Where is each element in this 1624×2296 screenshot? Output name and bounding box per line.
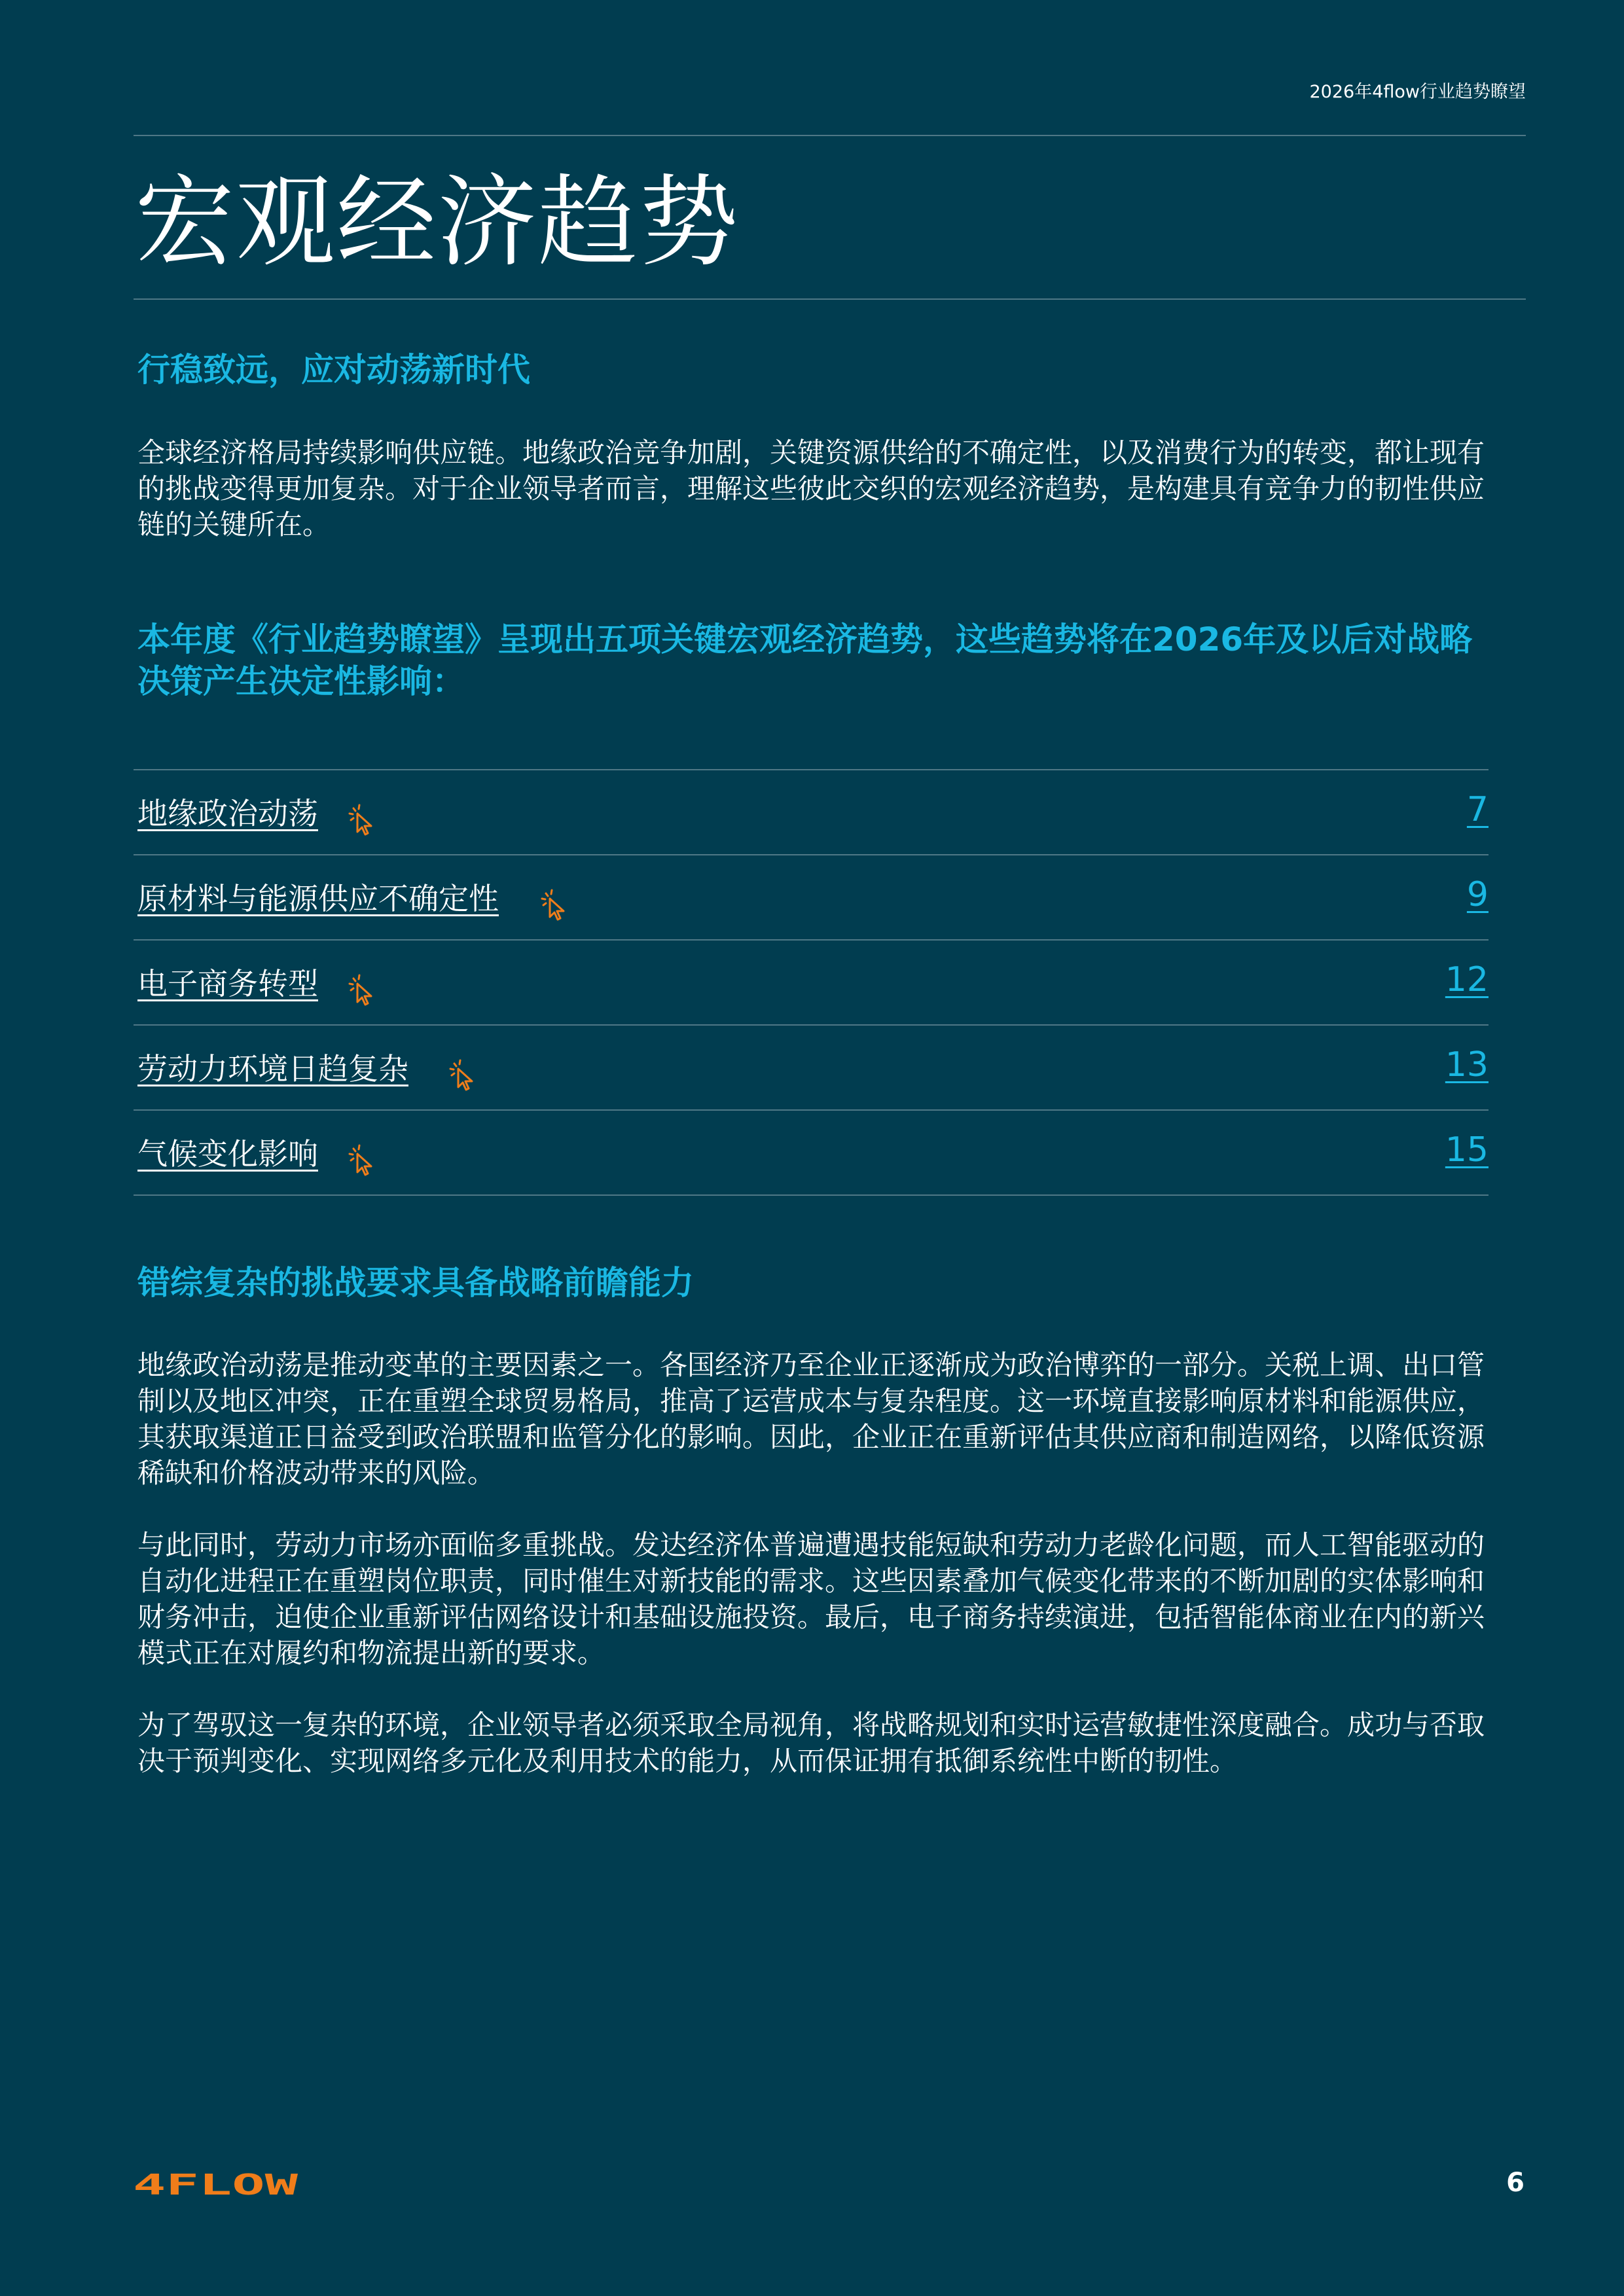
page-number: 6 xyxy=(1506,2168,1525,2198)
top-divider xyxy=(134,135,1526,136)
page-title: 宏观经济趋势 xyxy=(135,164,740,280)
trend-link-geopolitics[interactable]: 地缘政治动荡 xyxy=(137,796,318,831)
4flow-logo xyxy=(133,2171,299,2197)
trend-list xyxy=(134,769,1489,1196)
trend-link-ecommerce[interactable]: 电子商务转型 xyxy=(137,966,318,1001)
logo-text: 4FLOW xyxy=(133,2171,298,2197)
trend-page-link-geopolitics[interactable]: 7 xyxy=(1466,790,1489,829)
section2-paragraph: 地缘政治动荡是推动变革的主要因素之一。各国经济乃至企业正逐渐成为政治博弈的一部分。关税上调、出口管制以及地区冲突，正在重塑全球贸易格局，推高了运营成本与复杂程度。这一环境直接影响原材料和能源供应，其获取渠道正日益受到政治联盟和监管分化的影响。因此，企业正在重新评估其供应商和制造网络，以降低资源稀缺和价格波动带来的风险。 xyxy=(137,1349,1485,1489)
trend-link-labor[interactable]: 劳动力环境日趋复杂 xyxy=(137,1051,408,1086)
trend-row-geopolitics[interactable] xyxy=(134,769,1489,854)
trend-page-link-labor[interactable]: 13 xyxy=(1445,1045,1489,1085)
intro-paragraph: 全球经济格局持续影响供应链。地缘政治竞争加剧，关键资源供给的不确定性，以及消费行为的转变，都让现有的挑战变得更加复杂。对于企业领导者而言，理解这些彼此交织的宏观经济趋势，是构建具有竞争力的韧性供应链的关键所在。 xyxy=(137,437,1485,541)
title-divider xyxy=(134,298,1526,300)
trend-link-climate[interactable]: 气候变化影响 xyxy=(137,1136,318,1172)
section2-paragraph: 与此同时，劳动力市场亦面临多重挑战。发达经济体普遍遭遇技能短缺和劳动力老龄化问题，而人工智能驱动的自动化进程正在重塑岗位职责，同时催生对新技能的需求。这些因素叠加气候变化带来的不断加剧的实体影响和财务冲击，迫使企业重新评估网络设计和基础设施投资。最后，电子商务持续演进，包括智能体商业在内的新兴模式正在对履约和物流提出新的要求。 xyxy=(137,1529,1485,1669)
trend-page-link-raw-materials[interactable]: 9 xyxy=(1466,875,1489,914)
trends-heading: 本年度《行业趋势瞭望》呈现出五项关键宏观经济趋势，这些趋势将在2026年及以后对战略决策产生决定性影响： xyxy=(137,620,1473,700)
trend-page-link-ecommerce[interactable]: 12 xyxy=(1445,960,1489,999)
intro-heading: 行稳致远，应对动荡新时代 xyxy=(137,351,530,389)
trend-link-raw-materials[interactable]: 原材料与能源供应不确定性 xyxy=(137,881,499,916)
cursor-click-icon xyxy=(347,973,378,1007)
cursor-click-icon xyxy=(448,1058,479,1092)
section2-paragraph: 为了驾驭这一复杂的环境，企业领导者必须采取全局视角，将战略规划和实时运营敏捷性深度融合。成功与否取决于预判变化、实现网络多元化及利用技术的能力，从而保证拥有抵御系统性中断的韧性。 xyxy=(137,1709,1485,1777)
section2-heading: 错综复杂的挑战要求具备战略前瞻能力 xyxy=(137,1264,694,1302)
cursor-click-icon xyxy=(347,1143,378,1177)
trend-row-ecommerce[interactable] xyxy=(134,939,1489,1024)
report-label: 2026年4flow行业趋势瞭望 xyxy=(1309,82,1526,102)
cursor-click-icon xyxy=(539,888,571,922)
trend-page-link-climate[interactable]: 15 xyxy=(1445,1130,1489,1170)
trend-row-labor[interactable] xyxy=(134,1024,1489,1109)
cursor-click-icon xyxy=(347,803,378,837)
trend-row-raw-materials[interactable] xyxy=(134,854,1489,939)
trend-row-climate[interactable] xyxy=(134,1109,1489,1196)
